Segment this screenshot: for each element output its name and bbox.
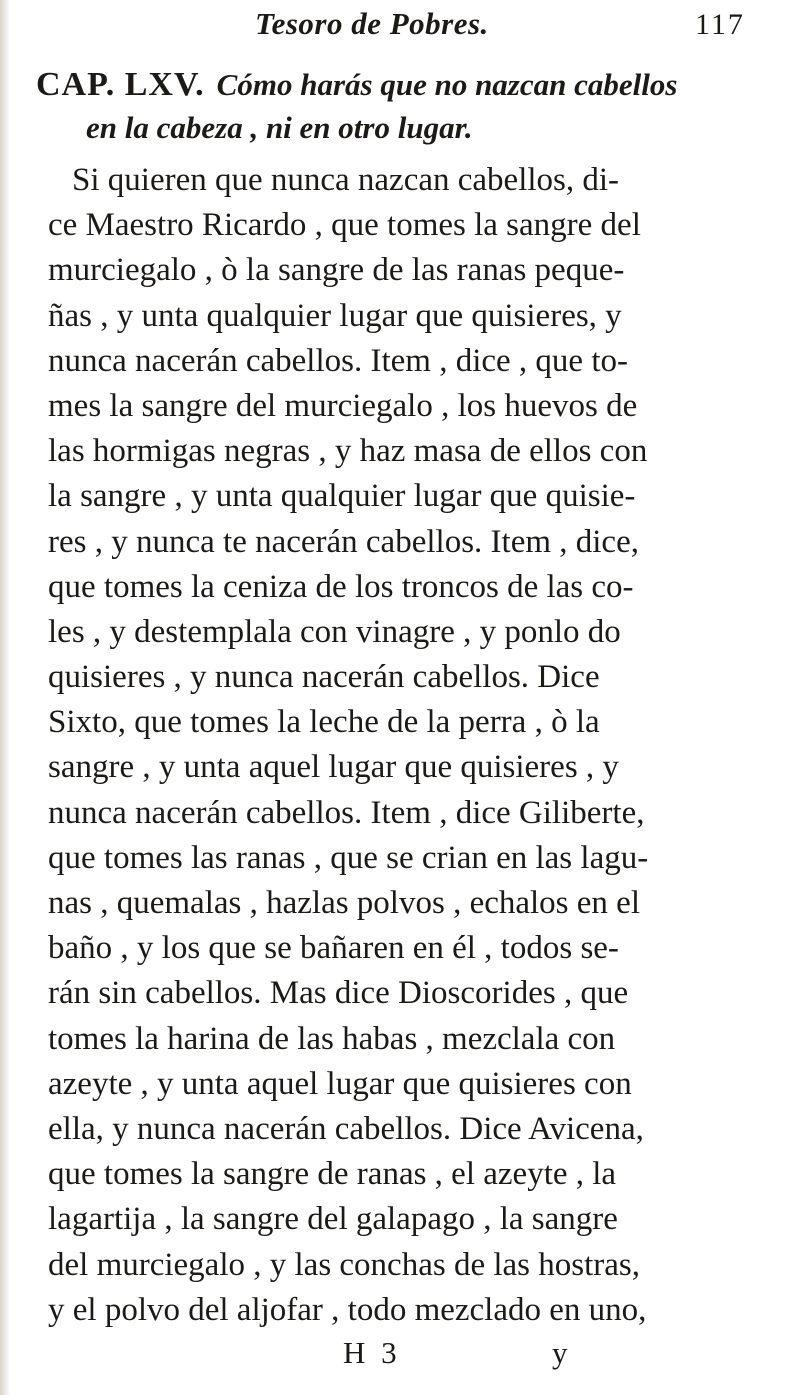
signature-mark: H 3 [343,1335,401,1370]
text-line: rán sin cabellos. Mas dice Dioscorides , que [48,975,629,1012]
text-line: sangre , y unta aquel lugar que quisieres , y [48,749,619,786]
text-line: azeyte , y unta aquel lugar que quisieres con [48,1065,632,1102]
text-line: mes la sangre del murciegalo , los huevos de [48,387,638,424]
text-line: tomes la harina de las habas , mezclala con [48,1020,616,1057]
text-line: lagartija , la sangre del galapago , la sangre [48,1201,618,1238]
page-footer [0,1335,800,1380]
text-line: murciegalo , ò la sangre de las ranas peque- [48,252,625,289]
chapter-title-line-2: en la cabeza , ni en otro lugar. [86,110,473,145]
text-line: la sangre , y unta qualquier lugar que quisie- [48,478,636,515]
text-line: y el polvo del aljofar , todo mezclado en uno, [48,1291,647,1328]
page-number: 117 [695,8,745,41]
text-line: ce Maestro Ricardo , que tomes la sangre del [48,207,641,244]
text-line: nunca nacerán cabellos. Item , dice , que to- [48,342,628,379]
running-header [255,6,775,50]
text-line: que tomes la sangre de ranas , el azeyte , la [48,1156,617,1193]
page-gutter-shadow [0,0,10,1395]
text-line: les , y destemplala con vinagre , y ponlo do [48,613,621,650]
chapter-label: CAP. LXV. [36,66,205,103]
text-line: Sixto, que tomes la leche de la perra , ò la [48,704,600,741]
text-line: las hormigas negras , y haz masa de ellos con [48,433,648,470]
text-line: Si quieren que nunca nazcan cabellos, di- [72,162,620,198]
running-title: Tesoro de Pobres. [255,6,489,41]
text-line: que tomes la ceniza de los troncos de las co- [48,568,634,605]
text-line: nas , quemalas , hazlas polvos , echalos en el [48,885,640,921]
text-line: nunca nacerán cabellos. Item , dice Giliberte, [48,794,645,831]
text-line: ñas , y unta qualquier lugar que quisieres, y [48,297,622,334]
text-line: res , y nunca te nacerán cabellos. Item , dice, [48,523,639,560]
chapter-title-line-1: Cómo harás que no nazcan cabellos [216,67,678,102]
text-line: baño , y los que se bañaren en él , todos se- [48,930,619,967]
text-line: del murciegalo , y las conchas de las hostras, [48,1246,640,1283]
chapter-heading [36,66,776,154]
text-line: quisieres , y nunca nacerán cabellos. Dice [48,659,600,696]
body-text [48,158,778,1333]
text-line: que tomes las ranas , que se crian en las lagu- [48,839,649,876]
text-line: ella, y nunca nacerán cabellos. Dice Avicena, [48,1110,644,1147]
catchword: y [552,1335,568,1370]
